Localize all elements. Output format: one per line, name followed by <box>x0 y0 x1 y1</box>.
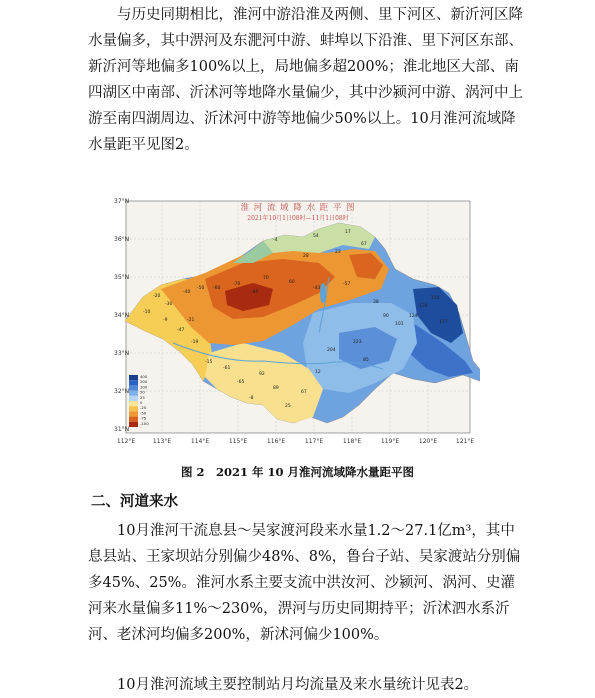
legend-swatch <box>129 422 138 427</box>
body-paragraph-2: 10月淮河干流息县～吴家渡河段来水量1.2～27.1亿m³，其中息县站、王家坝站分别偏少48%、8%，鲁台子站、吴家渡站分别偏多45%、25%。淮河水系主要支流中洪汝河、沙颍河、涡河、史灌河来水量偏多11%～230%，淠河与历史同期持平；沂沭泗水系沂河、老沭河均偏多200%，新沭河偏少100%。 <box>88 523 521 643</box>
section-heading: 二、河道来水 <box>91 494 178 510</box>
lon-label: 121°E <box>455 438 475 445</box>
station-value: 54 <box>313 234 319 239</box>
station-value: 17 <box>345 230 351 235</box>
station-value: -57 <box>343 282 351 287</box>
station-value: 130 <box>419 304 428 309</box>
station-value: 12 <box>315 370 321 375</box>
lon-label: 116°E <box>266 438 286 445</box>
station-value: -15 <box>205 360 213 365</box>
station-value: -60 <box>213 286 221 291</box>
legend-swatch <box>129 417 138 422</box>
station-value: 223 <box>353 340 362 345</box>
station-value: -70 <box>233 282 241 287</box>
station-value: -61 <box>223 366 231 371</box>
figure-caption: 图 2 2021 年 10 月淮河流域降水量距平图 <box>180 465 415 479</box>
station-value: 38 <box>373 300 379 305</box>
station-value: 204 <box>327 348 336 353</box>
station-value: -40 <box>183 290 191 295</box>
station-value: -19 <box>191 340 199 345</box>
map-title: 淮 河 流 域 降 水 距 平 图 <box>240 203 356 213</box>
station-value: -65 <box>237 380 245 385</box>
station-value: 28 <box>303 254 309 259</box>
station-value: -30 <box>165 302 173 307</box>
legend-label: 200 <box>140 379 148 385</box>
legend-swatch <box>129 411 138 416</box>
lon-label: 115°E <box>228 438 248 445</box>
legend-label: -25 <box>140 405 147 411</box>
lon-label: 114°E <box>190 438 210 445</box>
lon-label: 118°E <box>342 438 362 445</box>
legend-label: 400 <box>140 374 148 379</box>
legend-label: 0 <box>140 400 143 405</box>
lon-label: 117°E <box>304 438 324 445</box>
body-paragraph-1: 与历史同期相比，淮河中游沿淮及两侧、里下河区、新沂河区降水量偏多，其中淠河及东淝河中游、蚌埠以下沿淮、里下河区东部、新沂河等地偏多100%以上，局地偏多超200%；淮北地区大部、南四湖区中南部、沂沭河等地降水量偏少，其中沙颍河中游、涡河中上游至南四湖周边、沂沭河中游等地偏少50%以上。10月淮河流域降水量距平见图2。 <box>88 7 523 153</box>
station-value: 89 <box>273 386 279 391</box>
legend-swatch <box>129 375 138 380</box>
station-value: 70 <box>263 276 269 281</box>
lon-label: 119°E <box>380 438 400 445</box>
station-value: -20 <box>153 294 161 299</box>
station-value: 90 <box>383 314 389 319</box>
station-value: 67 <box>301 390 307 395</box>
station-value: 67 <box>361 242 367 247</box>
lon-label: 112°E <box>116 438 136 445</box>
legend-label: 25 <box>140 394 145 400</box>
station-value: 85 <box>363 358 369 363</box>
station-value: 23 <box>335 250 341 255</box>
station-value: 177 <box>439 320 448 325</box>
station-value: -47 <box>177 328 185 333</box>
station-value: 25 <box>285 404 291 409</box>
map-figure <box>113 193 480 451</box>
body-paragraph-3: 10月淮河流域主要控制站月均流量及来水量统计见表2。 <box>117 677 479 693</box>
legend-swatch <box>129 406 138 411</box>
legend-swatch <box>129 396 138 401</box>
station-value: 101 <box>395 322 404 327</box>
legend-label: -100 <box>140 420 149 426</box>
lon-label: 113°E <box>152 438 172 445</box>
legend-swatch <box>129 401 138 406</box>
lat-label: 31°N <box>114 426 130 433</box>
legend-swatch <box>129 385 138 390</box>
station-value: -50 <box>197 286 205 291</box>
station-value: 124 <box>409 314 418 319</box>
station-value: -8 <box>249 396 254 401</box>
legend-label: 50 <box>140 389 145 395</box>
station-value: 150 <box>431 296 440 301</box>
station-value: 60 <box>289 280 295 285</box>
lat-label: 35°N <box>114 274 130 281</box>
legend-label: -50 <box>140 410 147 416</box>
lat-label: 36°N <box>114 236 130 243</box>
lat-label: 33°N <box>114 350 130 357</box>
legend-swatch <box>129 380 138 385</box>
station-value: -9 <box>163 318 168 323</box>
legend-swatch <box>129 391 138 396</box>
legend-label: 100 <box>140 384 148 390</box>
station-value: -43 <box>313 286 321 291</box>
precipitation-anomaly-map <box>113 193 480 451</box>
map-subtitle: 2021年10月1日08时—11月1日08时 <box>247 215 349 222</box>
lat-label: 37°N <box>114 198 130 205</box>
lon-label: 120°E <box>418 438 438 445</box>
station-value: 92 <box>259 372 265 377</box>
station-value: -10 <box>143 310 151 315</box>
station-value: -4 <box>273 238 278 243</box>
legend-label: -75 <box>140 415 147 421</box>
lat-label: 34°N <box>114 312 130 319</box>
station-value: -80 <box>251 290 259 295</box>
lat-label: 32°N <box>114 388 130 395</box>
station-value: -21 <box>187 318 195 323</box>
